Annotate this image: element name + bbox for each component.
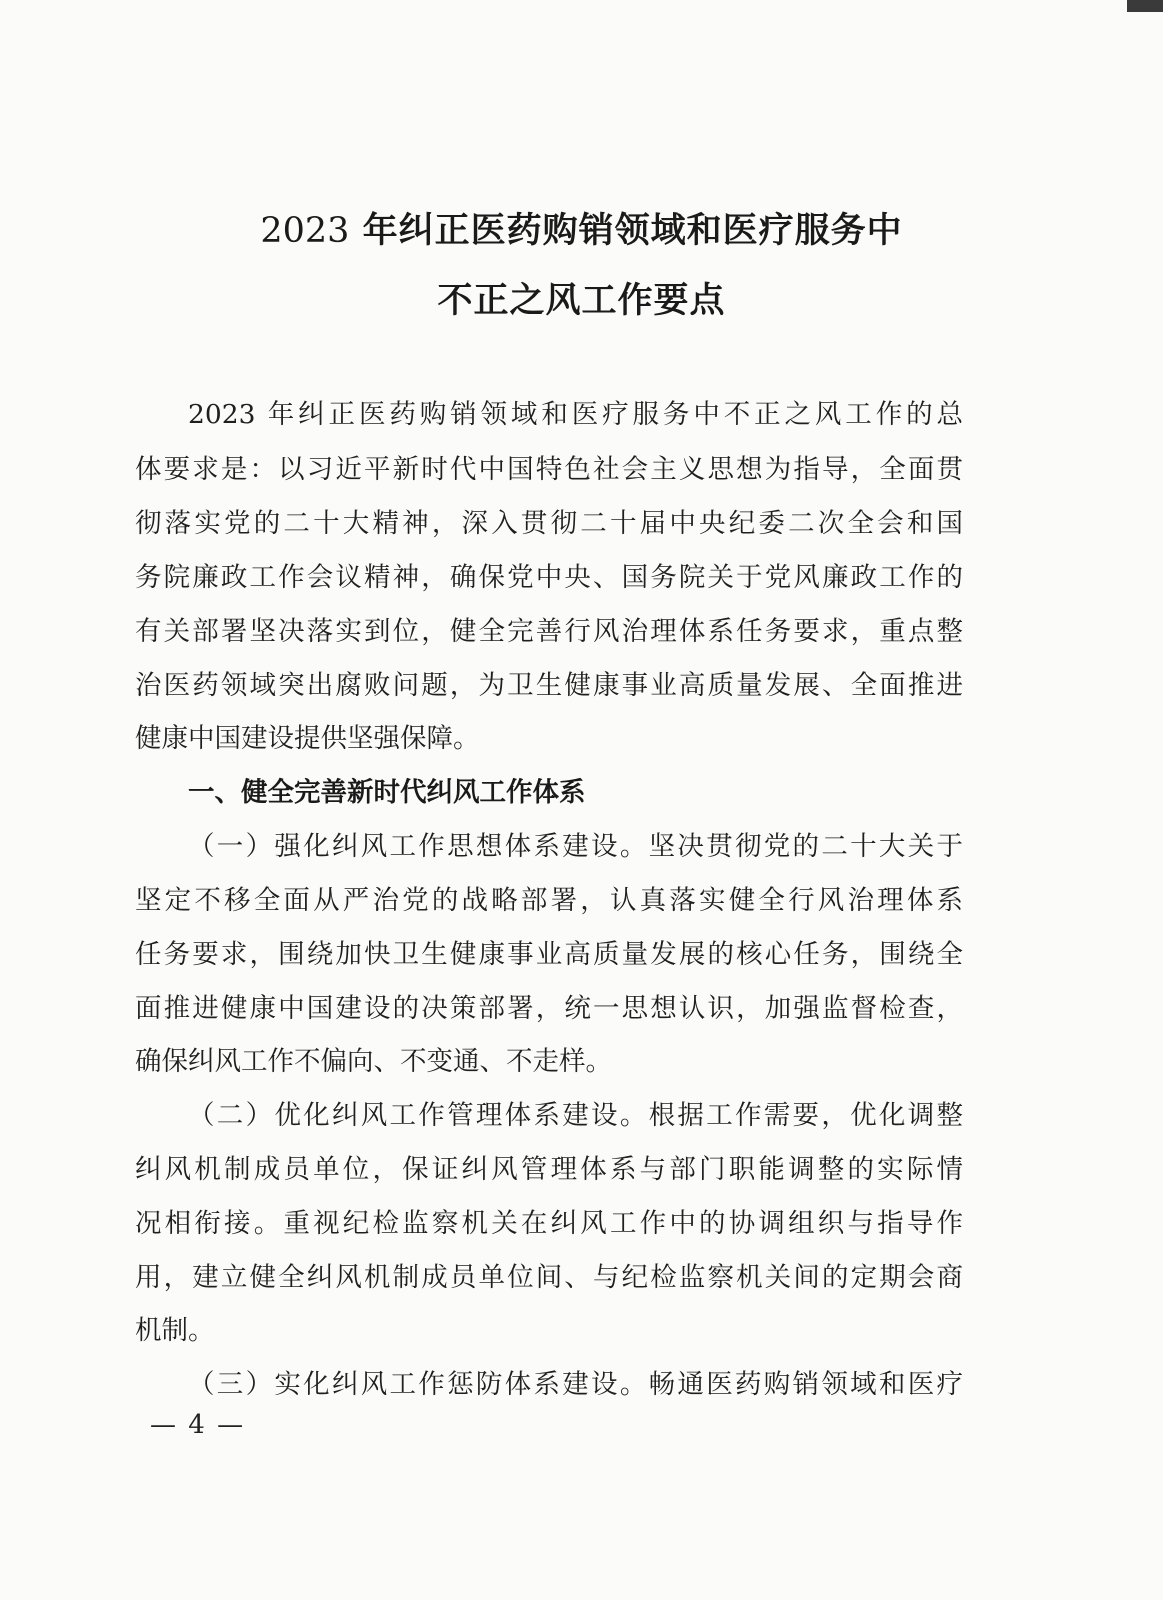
item1-line: （一）强化纠风工作思想体系建设。坚决贯彻党的二十大关于 — [188, 831, 963, 862]
item1-line: 坚定不移全面从严治党的战略部署，认真落实健全行风治理体系 — [135, 885, 963, 916]
section-heading: 一、健全完善新时代纠风工作体系 — [188, 777, 586, 808]
page-number: — 4 — — [150, 1410, 246, 1440]
item1-line: 确保纠风工作不偏向、不变通、不走样。 — [135, 1046, 612, 1077]
intro-line: 有关部署坚决落实到位，健全完善行风治理体系任务要求，重点整 — [135, 616, 963, 647]
scan-corner-mark — [1127, 0, 1163, 12]
item2-line: 纠风机制成员单位，保证纠风管理体系与部门职能调整的实际情 — [135, 1154, 963, 1185]
item2-line: 机制。 — [135, 1315, 215, 1346]
intro-line: 务院廉政工作会议精神，确保党中央、国务院关于党风廉政工作的 — [135, 562, 963, 593]
intro-line: 体要求是：以习近平新时代中国特色社会主义思想为指导，全面贯 — [135, 454, 963, 485]
document-title-line-1: 2023 年纠正医药购销领域和医疗服务中 — [260, 211, 903, 251]
document-title-line-2: 不正之风工作要点 — [437, 281, 726, 321]
intro-line: 治医药领域突出腐败问题，为卫生健康事业高质量发展、全面推进 — [135, 670, 963, 701]
item2-line: 用，建立健全纠风机制成员单位间、与纪检监察机关间的定期会商 — [135, 1262, 963, 1293]
item1-line: 任务要求，围绕加快卫生健康事业高质量发展的核心任务，围绕全 — [135, 939, 963, 970]
intro-line: 2023 年纠正医药购销领域和医疗服务中不正之风工作的总 — [188, 399, 963, 430]
intro-line: 健康中国建设提供坚强保障。 — [135, 723, 480, 754]
item2-line: 况相衔接。重视纪检监察机关在纠风工作中的协调组织与指导作 — [135, 1208, 963, 1239]
item3-line: （三）实化纠风工作惩防体系建设。畅通医药购销领域和医疗 — [188, 1369, 963, 1400]
intro-line: 彻落实党的二十大精神，深入贯彻二十届中央纪委二次全会和国 — [135, 508, 963, 539]
item1-line: 面推进健康中国建设的决策部署，统一思想认识，加强监督检查， — [135, 993, 963, 1024]
item2-line: （二）优化纠风工作管理体系建设。根据工作需要，优化调整 — [188, 1100, 963, 1131]
